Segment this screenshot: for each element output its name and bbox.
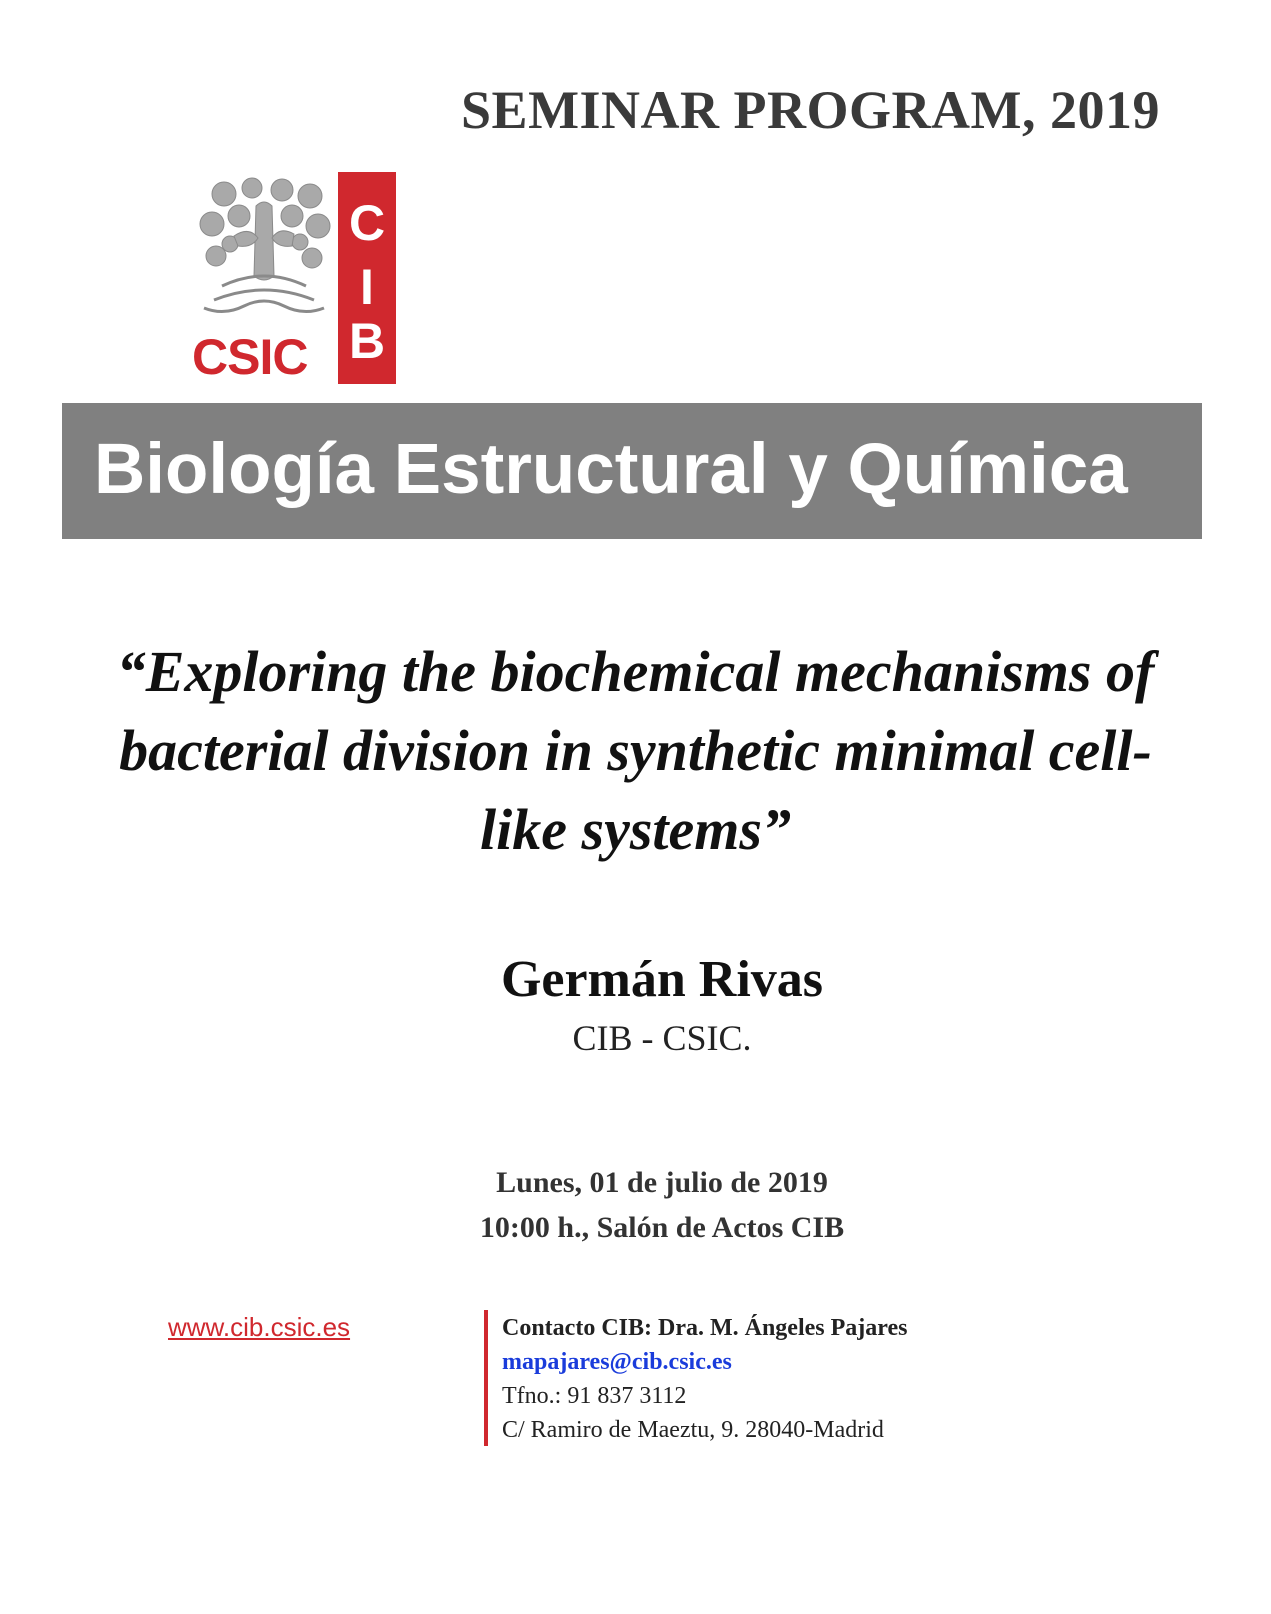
contact-address: C/ Ramiro de Maeztu, 9. 28040-Madrid — [502, 1417, 884, 1443]
speaker-affiliation: CIB - CSIC. — [572, 1018, 752, 1058]
contact-phone: Tfno.: 91 837 3112 — [502, 1383, 687, 1409]
speaker-name: Germán Rivas — [500, 951, 824, 1008]
cib-logo-box — [338, 172, 396, 384]
tree-emblem-icon — [194, 176, 334, 321]
website-link[interactable]: www.cib.csic.es — [168, 1312, 351, 1342]
cib-letter-c: C — [348, 195, 386, 251]
talk-title-line: “Exploring the biochemical mechanisms of — [116, 639, 1155, 704]
seminar-date: Lunes, 01 de julio de 2019 — [496, 1166, 828, 1199]
program-title: SEMINAR PROGRAM, 2019 — [461, 80, 1160, 140]
contact-block — [502, 1311, 907, 1447]
csic-logo-text: CSIC — [192, 329, 308, 385]
department-name: Biología Estructural y Química — [94, 430, 1128, 509]
talk-title-line: bacterial division in synthetic minimal cell- — [119, 718, 1152, 783]
department-banner — [62, 403, 1202, 539]
seminar-time-place: 10:00 h., Salón de Actos CIB — [479, 1211, 845, 1244]
contact-heading: Contacto CIB: Dra. M. Ángeles Pajares — [502, 1315, 908, 1341]
talk-title-line: like systems” — [480, 797, 791, 862]
csic-cib-logo — [186, 170, 398, 392]
talk-title — [40, 632, 1231, 869]
contact-divider — [484, 1310, 488, 1446]
contact-email-link[interactable]: mapajares@cib.csic.es — [502, 1349, 732, 1375]
cib-letter-i: I — [360, 259, 374, 315]
cib-letter-b: B — [348, 313, 386, 369]
